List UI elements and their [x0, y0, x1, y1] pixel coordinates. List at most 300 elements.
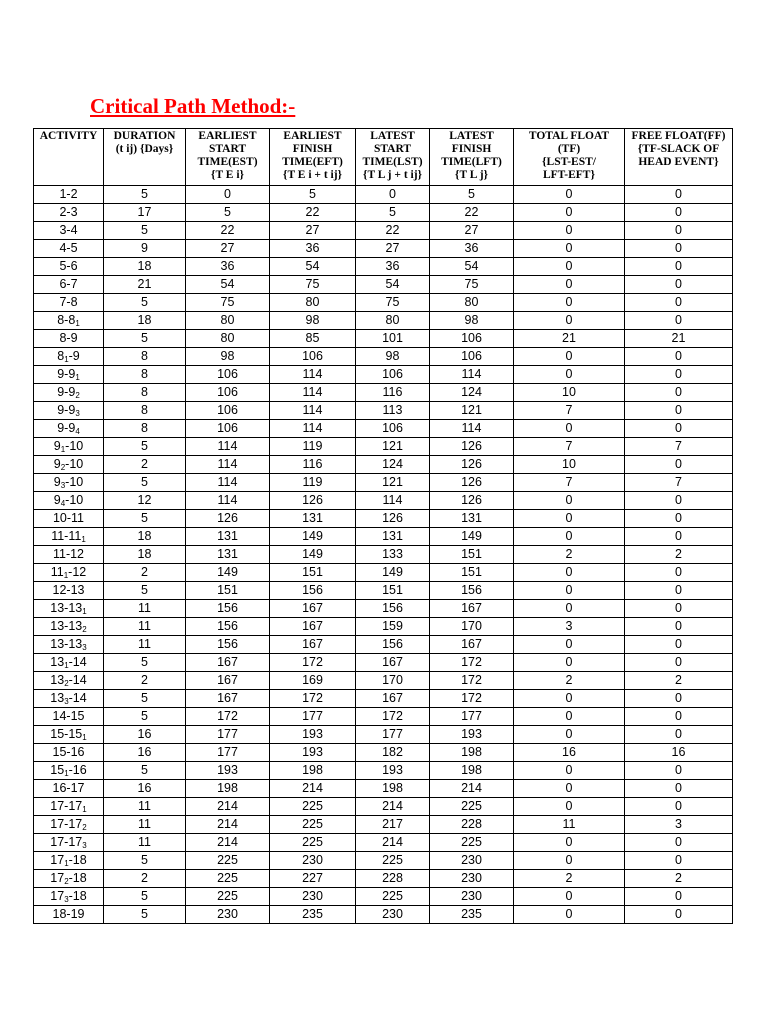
cell-total-float: 0 [514, 222, 625, 240]
cell-free-float: 7 [625, 438, 733, 456]
cell-eft: 149 [270, 546, 356, 564]
cell-eft: 167 [270, 618, 356, 636]
cell-lft: 167 [430, 600, 514, 618]
cell-free-float: 0 [625, 798, 733, 816]
cell-lft: 230 [430, 852, 514, 870]
table-row [34, 402, 733, 420]
cell-free-float: 0 [625, 186, 733, 204]
cell-est: 214 [186, 816, 270, 834]
cell-duration: 5 [104, 510, 186, 528]
cell-free-float: 0 [625, 204, 733, 222]
cell-eft: 114 [270, 384, 356, 402]
table-row [34, 492, 733, 510]
cell-eft: 225 [270, 834, 356, 852]
cell-total-float: 0 [514, 762, 625, 780]
table-row [34, 204, 733, 222]
cell-lst: 98 [356, 348, 430, 366]
cell-total-float: 0 [514, 600, 625, 618]
cell-lft: 177 [430, 708, 514, 726]
cell-eft: 27 [270, 222, 356, 240]
table-row [34, 744, 733, 762]
cell-est: 172 [186, 708, 270, 726]
cell-total-float: 3 [514, 618, 625, 636]
cell-activity: $9-9_3$ [34, 402, 104, 420]
table-row [34, 186, 733, 204]
cell-lst: 156 [356, 600, 430, 618]
cell-activity: $13_2-14$ [34, 672, 104, 690]
cell-lst: 159 [356, 618, 430, 636]
cell-activity: 3-4 [34, 222, 104, 240]
cell-lft: 235 [430, 906, 514, 924]
cell-est: 114 [186, 492, 270, 510]
cell-est: 126 [186, 510, 270, 528]
cell-free-float: 0 [625, 906, 733, 924]
cell-total-float: 0 [514, 780, 625, 798]
cell-duration: 18 [104, 258, 186, 276]
cell-lft: 214 [430, 780, 514, 798]
cell-duration: 11 [104, 798, 186, 816]
cell-activity: $17_3-18$ [34, 888, 104, 906]
cell-lft: 126 [430, 474, 514, 492]
cell-eft: 230 [270, 852, 356, 870]
cell-free-float: 0 [625, 348, 733, 366]
cell-lst: 230 [356, 906, 430, 924]
cell-lft: 193 [430, 726, 514, 744]
cell-duration: 8 [104, 402, 186, 420]
cell-duration: 5 [104, 222, 186, 240]
cell-lst: 217 [356, 816, 430, 834]
table-row [34, 258, 733, 276]
cell-activity: $17-17_3$ [34, 834, 104, 852]
cell-eft: 36 [270, 240, 356, 258]
cell-free-float: 0 [625, 600, 733, 618]
cell-lst: 198 [356, 780, 430, 798]
cell-lft: 98 [430, 312, 514, 330]
cell-lft: 225 [430, 834, 514, 852]
cell-total-float: 0 [514, 834, 625, 852]
table-row [34, 726, 733, 744]
cell-lst: 116 [356, 384, 430, 402]
cell-lst: 121 [356, 474, 430, 492]
cell-total-float: 0 [514, 276, 625, 294]
cell-eft: 151 [270, 564, 356, 582]
cell-total-float: 0 [514, 312, 625, 330]
header-line: FREE FLOAT(FF) [631, 130, 726, 142]
cell-free-float: 3 [625, 816, 733, 834]
cell-free-float: 0 [625, 312, 733, 330]
cell-total-float: 11 [514, 816, 625, 834]
cell-activity: $9_1-10$ [34, 438, 104, 456]
cell-duration: 5 [104, 294, 186, 312]
cell-free-float: 0 [625, 834, 733, 852]
cell-duration: 18 [104, 546, 186, 564]
header-line: {TF-SLACK OF [637, 143, 720, 155]
table-row [34, 510, 733, 528]
cell-duration: 2 [104, 672, 186, 690]
cell-est: 27 [186, 240, 270, 258]
cell-lst: 121 [356, 438, 430, 456]
table-row [34, 672, 733, 690]
cell-lst: 149 [356, 564, 430, 582]
cell-lst: 156 [356, 636, 430, 654]
cell-total-float: 0 [514, 240, 625, 258]
cell-activity: 12-13 [34, 582, 104, 600]
header-line: FINISH [292, 143, 333, 155]
cell-lft: 131 [430, 510, 514, 528]
header-line: LATEST [449, 130, 494, 142]
cell-total-float: 0 [514, 708, 625, 726]
cell-lst: 151 [356, 582, 430, 600]
column-header-lst [356, 129, 430, 186]
table-row [34, 384, 733, 402]
cell-eft: 230 [270, 888, 356, 906]
cell-activity: 16-17 [34, 780, 104, 798]
cell-lft: 22 [430, 204, 514, 222]
cell-lst: 182 [356, 744, 430, 762]
cell-lst: 133 [356, 546, 430, 564]
cell-est: 225 [186, 852, 270, 870]
cell-duration: 8 [104, 384, 186, 402]
cell-duration: 18 [104, 312, 186, 330]
cell-est: 156 [186, 636, 270, 654]
cell-total-float: 16 [514, 744, 625, 762]
cell-duration: 2 [104, 564, 186, 582]
cell-lft: 114 [430, 366, 514, 384]
cell-free-float: 0 [625, 690, 733, 708]
cell-est: 198 [186, 780, 270, 798]
cell-duration: 5 [104, 708, 186, 726]
cell-eft: 156 [270, 582, 356, 600]
cell-lft: 156 [430, 582, 514, 600]
column-header-free-float [625, 129, 733, 186]
cell-lst: 80 [356, 312, 430, 330]
cell-duration: 17 [104, 204, 186, 222]
cell-duration: 5 [104, 186, 186, 204]
header-line: (TF) [557, 143, 581, 155]
cell-total-float: 7 [514, 438, 625, 456]
cell-lst: 131 [356, 528, 430, 546]
cell-lst: 36 [356, 258, 430, 276]
table-row [34, 312, 733, 330]
cell-activity: $13_3-14$ [34, 690, 104, 708]
cell-lft: 170 [430, 618, 514, 636]
cell-lst: 214 [356, 798, 430, 816]
cell-lst: 124 [356, 456, 430, 474]
cell-lft: 106 [430, 330, 514, 348]
cell-total-float: 0 [514, 528, 625, 546]
cell-lft: 5 [430, 186, 514, 204]
cell-lft: 151 [430, 546, 514, 564]
cell-free-float: 0 [625, 654, 733, 672]
cell-total-float: 0 [514, 726, 625, 744]
cell-total-float: 10 [514, 456, 625, 474]
cell-free-float: 0 [625, 564, 733, 582]
header-line: {T L j + t ij} [362, 169, 423, 181]
header-line: LATEST [370, 130, 415, 142]
cell-lst: 114 [356, 492, 430, 510]
cell-free-float: 0 [625, 636, 733, 654]
cell-lst: 22 [356, 222, 430, 240]
cell-total-float: 21 [514, 330, 625, 348]
cell-activity: $9-9_2$ [34, 384, 104, 402]
cell-eft: 106 [270, 348, 356, 366]
cell-free-float: 21 [625, 330, 733, 348]
cell-eft: 193 [270, 726, 356, 744]
header-line: {T L j} [454, 169, 489, 181]
cell-activity: $17-17_1$ [34, 798, 104, 816]
cell-lst: 106 [356, 366, 430, 384]
cell-duration: 8 [104, 420, 186, 438]
cell-free-float: 0 [625, 384, 733, 402]
header-line: START [373, 143, 412, 155]
cell-duration: 2 [104, 870, 186, 888]
cell-est: 167 [186, 654, 270, 672]
cell-lst: 193 [356, 762, 430, 780]
cell-eft: 172 [270, 654, 356, 672]
table-row [34, 474, 733, 492]
table-row [34, 888, 733, 906]
cell-free-float: 7 [625, 474, 733, 492]
cell-activity: $13-13_2$ [34, 618, 104, 636]
cell-lst: 75 [356, 294, 430, 312]
cell-lst: 5 [356, 204, 430, 222]
cell-duration: 21 [104, 276, 186, 294]
column-header-activity [34, 129, 104, 186]
cell-free-float: 2 [625, 672, 733, 690]
cell-lst: 225 [356, 852, 430, 870]
cell-est: 22 [186, 222, 270, 240]
table-header-row [34, 129, 733, 186]
cell-activity: $9_2-10$ [34, 456, 104, 474]
cell-activity: $9_3-10$ [34, 474, 104, 492]
cell-free-float: 0 [625, 528, 733, 546]
cell-est: 75 [186, 294, 270, 312]
cell-total-float: 0 [514, 366, 625, 384]
cell-est: 106 [186, 402, 270, 420]
header-line: TIME(EST) [197, 156, 258, 168]
header-line: FINISH [451, 143, 492, 155]
cell-lft: 106 [430, 348, 514, 366]
cell-duration: 11 [104, 834, 186, 852]
cell-lst: 177 [356, 726, 430, 744]
cell-total-float: 7 [514, 402, 625, 420]
table-row [34, 438, 733, 456]
table-row [34, 600, 733, 618]
header-line: START [208, 143, 247, 155]
cell-duration: 5 [104, 762, 186, 780]
cell-free-float: 0 [625, 708, 733, 726]
cell-eft: 149 [270, 528, 356, 546]
cell-lst: 126 [356, 510, 430, 528]
cell-free-float: 0 [625, 258, 733, 276]
cell-eft: 116 [270, 456, 356, 474]
cell-free-float: 0 [625, 618, 733, 636]
cell-est: 156 [186, 618, 270, 636]
table-row [34, 762, 733, 780]
table-row [34, 582, 733, 600]
cell-lft: 121 [430, 402, 514, 420]
cell-total-float: 0 [514, 852, 625, 870]
table-row [34, 618, 733, 636]
cell-eft: 214 [270, 780, 356, 798]
cell-activity: $15-15_1$ [34, 726, 104, 744]
header-line: EARLIEST [283, 130, 342, 142]
cell-total-float: 0 [514, 492, 625, 510]
cell-activity: $8-8_1$ [34, 312, 104, 330]
cell-activity: 1-2 [34, 186, 104, 204]
cell-duration: 16 [104, 726, 186, 744]
header-line: LFT-EFT} [542, 169, 596, 181]
cell-lft: 172 [430, 672, 514, 690]
cell-free-float: 0 [625, 276, 733, 294]
table-row [34, 798, 733, 816]
cell-lft: 124 [430, 384, 514, 402]
cell-free-float: 0 [625, 888, 733, 906]
table-row [34, 564, 733, 582]
cell-est: 225 [186, 870, 270, 888]
table-row [34, 240, 733, 258]
cell-eft: 227 [270, 870, 356, 888]
cell-lst: 225 [356, 888, 430, 906]
cell-eft: 98 [270, 312, 356, 330]
cell-est: 177 [186, 726, 270, 744]
cell-lst: 54 [356, 276, 430, 294]
cell-lft: 151 [430, 564, 514, 582]
cell-activity: 18-19 [34, 906, 104, 924]
cell-lft: 126 [430, 492, 514, 510]
header-line: {T E i} [210, 169, 245, 181]
cell-total-float: 0 [514, 690, 625, 708]
cell-activity: $17-17_2$ [34, 816, 104, 834]
cell-lst: 101 [356, 330, 430, 348]
cell-duration: 11 [104, 816, 186, 834]
cell-free-float: 2 [625, 546, 733, 564]
cell-activity: 2-3 [34, 204, 104, 222]
cell-lst: 214 [356, 834, 430, 852]
header-line: TIME(LST) [362, 156, 423, 168]
table-row [34, 456, 733, 474]
cell-lst: 113 [356, 402, 430, 420]
cell-est: 177 [186, 744, 270, 762]
cell-free-float: 0 [625, 780, 733, 798]
cell-activity: $11_1-12$ [34, 564, 104, 582]
cell-activity: 8-9 [34, 330, 104, 348]
cell-eft: 172 [270, 690, 356, 708]
cell-activity: 7-8 [34, 294, 104, 312]
cell-est: 167 [186, 672, 270, 690]
cell-duration: 5 [104, 888, 186, 906]
cell-duration: 11 [104, 600, 186, 618]
cell-total-float: 0 [514, 204, 625, 222]
cell-eft: 114 [270, 402, 356, 420]
cell-eft: 119 [270, 474, 356, 492]
cell-total-float: 0 [514, 510, 625, 528]
cell-est: 131 [186, 546, 270, 564]
cell-lft: 75 [430, 276, 514, 294]
header-line: EARLIEST [198, 130, 257, 142]
cell-activity: $13-13_1$ [34, 600, 104, 618]
table-row [34, 366, 733, 384]
cell-eft: 114 [270, 420, 356, 438]
cell-eft: 22 [270, 204, 356, 222]
cell-lft: 80 [430, 294, 514, 312]
cell-eft: 114 [270, 366, 356, 384]
cell-est: 149 [186, 564, 270, 582]
table-row [34, 330, 733, 348]
cell-lft: 198 [430, 744, 514, 762]
table-row [34, 816, 733, 834]
cell-duration: 5 [104, 474, 186, 492]
cell-est: 131 [186, 528, 270, 546]
cell-eft: 225 [270, 798, 356, 816]
cell-free-float: 0 [625, 294, 733, 312]
table-row [34, 528, 733, 546]
cell-duration: 8 [104, 366, 186, 384]
cell-activity: 15-16 [34, 744, 104, 762]
cell-activity: $13-13_3$ [34, 636, 104, 654]
table-row [34, 870, 733, 888]
table-row [34, 780, 733, 798]
table-row [34, 690, 733, 708]
cell-duration: 2 [104, 456, 186, 474]
cell-lst: 106 [356, 420, 430, 438]
cell-lst: 170 [356, 672, 430, 690]
column-header-duration [104, 129, 186, 186]
cell-total-float: 0 [514, 294, 625, 312]
cell-lft: 36 [430, 240, 514, 258]
cell-lft: 172 [430, 654, 514, 672]
cell-lst: 27 [356, 240, 430, 258]
table-row [34, 546, 733, 564]
cell-est: 0 [186, 186, 270, 204]
column-header-total-float [514, 129, 625, 186]
cell-lft: 230 [430, 870, 514, 888]
cell-duration: 5 [104, 330, 186, 348]
cell-activity: $9-9_4$ [34, 420, 104, 438]
cell-est: 5 [186, 204, 270, 222]
cell-free-float: 0 [625, 726, 733, 744]
cell-lft: 114 [430, 420, 514, 438]
table-row [34, 294, 733, 312]
cell-duration: 5 [104, 852, 186, 870]
cell-free-float: 0 [625, 582, 733, 600]
table-row [34, 906, 733, 924]
cell-free-float: 0 [625, 762, 733, 780]
cell-lst: 228 [356, 870, 430, 888]
cell-total-float: 2 [514, 870, 625, 888]
cell-free-float: 0 [625, 456, 733, 474]
cell-free-float: 0 [625, 510, 733, 528]
cell-eft: 235 [270, 906, 356, 924]
cell-duration: 5 [104, 438, 186, 456]
cell-lft: 126 [430, 456, 514, 474]
cell-duration: 8 [104, 348, 186, 366]
cell-free-float: 0 [625, 222, 733, 240]
cell-est: 214 [186, 834, 270, 852]
header-line: {T E i + t ij} [282, 169, 343, 181]
cell-free-float: 0 [625, 366, 733, 384]
cell-total-float: 7 [514, 474, 625, 492]
column-header-est [186, 129, 270, 186]
cpm-table [33, 128, 733, 924]
cell-total-float: 0 [514, 906, 625, 924]
cell-eft: 225 [270, 816, 356, 834]
cell-duration: 11 [104, 636, 186, 654]
cell-lft: 228 [430, 816, 514, 834]
cell-activity: $9_4-10$ [34, 492, 104, 510]
cell-free-float: 0 [625, 420, 733, 438]
cell-est: 225 [186, 888, 270, 906]
